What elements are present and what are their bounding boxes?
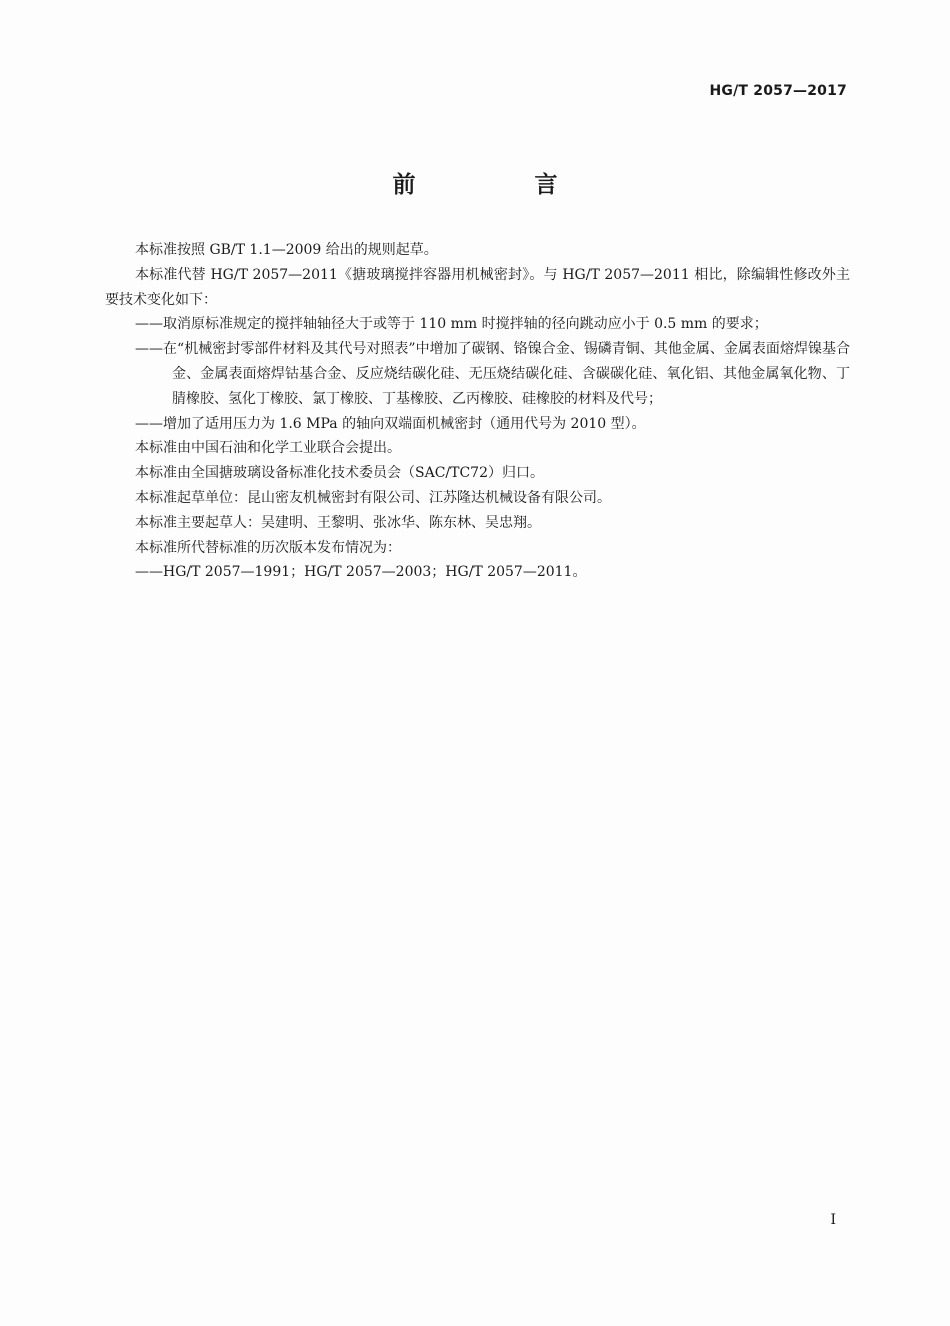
standard-code: HG/T 2057—2017 xyxy=(709,83,847,99)
paragraph-drafting-rules: 本标准按照 GB/T 1.1—2009 给出的规则起草。 xyxy=(135,242,438,258)
paragraph-replacement: 本标准代替 HG/T 2057—2011《搪玻璃搅拌容器用机械密封》。与 HG/T 2057—2011 相比，除编辑性修改外主要技术变化如下： xyxy=(105,266,850,308)
paragraph-drafting-units: 本标准起草单位：昆山密友机械密封有限公司、江苏隆达机械设备有限公司。 xyxy=(135,489,611,506)
change-item: ——在“机械密封零部件材料及其代号对照表”中增加了碳钢、铬镍合金、锡磷青铜、其他金属、金属表面熔焊镍基合金、金属表面熔焊钴基合金、反应烧结碳化硅、无压烧结碳化硅、含碳碳化硅、氧化铝、其他金属氧化物、丁腈橡胶、氢化丁橡胶、氯丁橡胶、丁基橡胶、乙丙橡胶、硅橡胶的材料及代号； xyxy=(135,341,850,407)
change-item: ——取消原标准规定的搅拌轴轴径大于或等于 110 mm 时搅拌轴的径向跳动应小于 0.5 mm 的要求； xyxy=(135,316,768,333)
history-item: ——HG/T 2057—1991；HG/T 2057—2003；HG/T 2057—2011。 xyxy=(135,564,587,581)
change-item: ——增加了适用压力为 1.6 MPa 的轴向双端面机械密封（通用代号为 2010 型）。 xyxy=(135,415,646,432)
paragraph-history-intro: 本标准所代替标准的历次版本发布情况为： xyxy=(135,539,401,556)
page-title: 前 言 xyxy=(392,172,606,198)
foreword-body xyxy=(105,238,850,585)
page-number: I xyxy=(830,1212,836,1228)
paragraph-drafters: 本标准主要起草人：吴建明、王黎明、张冰华、陈东林、吴忠翔。 xyxy=(135,514,541,531)
paragraph-proposer: 本标准由中国石油和化学工业联合会提出。 xyxy=(135,440,401,457)
paragraph-committee: 本标准由全国搪玻璃设备标准化技术委员会（SAC/TC72）归口。 xyxy=(135,465,544,482)
